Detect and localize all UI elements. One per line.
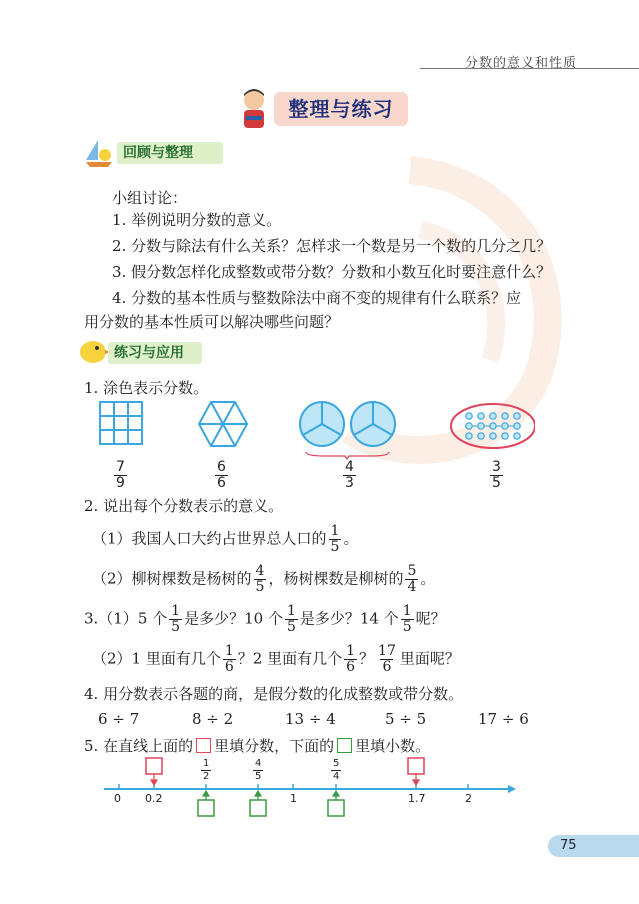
tick-0-2: 0.2 [145,792,163,805]
q4-expr-4: 5 ÷ 5 [385,710,427,728]
q4-expr-2: 8 ÷ 2 [192,710,234,728]
tick-1-7: 1.7 [408,792,426,805]
ellipse-dots-figure [451,404,535,448]
review-heading: 回顾与整理 [117,142,223,164]
review-item-2: 2. 分数与除法有什么关系？怎样求一个数是另一个数的几分之几？ [112,237,552,255]
top-fraction-3: $\frac{5}{4}$ [333,758,340,782]
q1-fraction-1: $\frac{7}{9}$ [116,459,125,491]
review-item-1: 1. 举例说明分数的意义。 [112,211,282,229]
q1-fraction-3: $\frac{4}{3}$ [345,459,354,491]
circles-figure [300,402,395,446]
header-rule [420,68,639,69]
grid-figure [100,402,142,444]
practice-heading: 练习与应用 [108,342,202,364]
number-line [98,756,518,824]
q1-fraction-4: $\frac{3}{5}$ [492,459,501,491]
chick-icon [76,336,110,364]
boy-mascot-icon [232,86,276,132]
hexagon-figure [199,402,247,446]
q1-text: 1. 涂色表示分数。 [84,379,209,397]
q4-text: 4. 用分数表示各题的商，是假分数的化成整数或带分数。 [84,685,464,703]
green-box-sample [337,738,352,753]
top-fraction-1: $\frac{1}{2}$ [203,758,210,782]
tick-1: 1 [290,792,297,805]
tick-2: 2 [465,792,472,805]
q2-part-a: （1）我国人口大约占世界总人口的 $\frac{1}{5}$ 。 [92,523,359,555]
q3-part-b: （2）1 里面有几个 $\frac{1}{6}$ ？2 里面有几个 $\frac{1}{6}$ ？ $\frac{17}{6}$ 里面呢？ [92,643,460,675]
page-title: 整理与练习 [274,92,408,126]
q3-part-a: 3.（1）5 个 $\frac{1}{5}$ 是多少？10 个 $\frac{1}{5}$ 是多少？14 个 $\frac{1}{5}$ 呢？ [84,603,446,635]
chapter-title: 分数的意义和性质 [464,56,577,71]
q2-text: 2. 说出每个分数表示的意义。 [84,497,284,515]
red-box-sample [196,738,211,753]
brace [306,452,389,459]
q1-figures [95,398,535,460]
q5-text: 5. 在直线上面的 里填分数，下面的 里填小数。 [84,737,431,755]
tick-0: 0 [114,792,121,805]
review-intro: 小组讨论： [112,189,188,207]
review-item-4-cont: 用分数的基本性质可以解决哪些问题？ [84,313,340,331]
top-fraction-2: $\frac{4}{5}$ [255,758,262,782]
review-item-4: 4. 分数的基本性质与整数除法中商不变的规律有什么联系？应 [112,289,522,307]
review-item-3: 3. 假分数怎样化成整数或带分数？分数和小数互化时要注意什么？ [112,263,552,281]
sailboat-chick-icon [78,138,118,168]
q4-expr-5: 17 ÷ 6 [478,710,529,728]
q2-part-b: （2）柳树棵数是杨树的 $\frac{4}{5}$ ，杨树棵数是柳树的 $\frac{5}{4}$ 。 [92,563,436,595]
q4-expr-3: 13 ÷ 4 [285,710,336,728]
q1-fraction-2: $\frac{6}{6}$ [217,459,226,491]
q4-expr-1: 6 ÷ 7 [98,710,140,728]
page-number: 75 [548,835,639,857]
